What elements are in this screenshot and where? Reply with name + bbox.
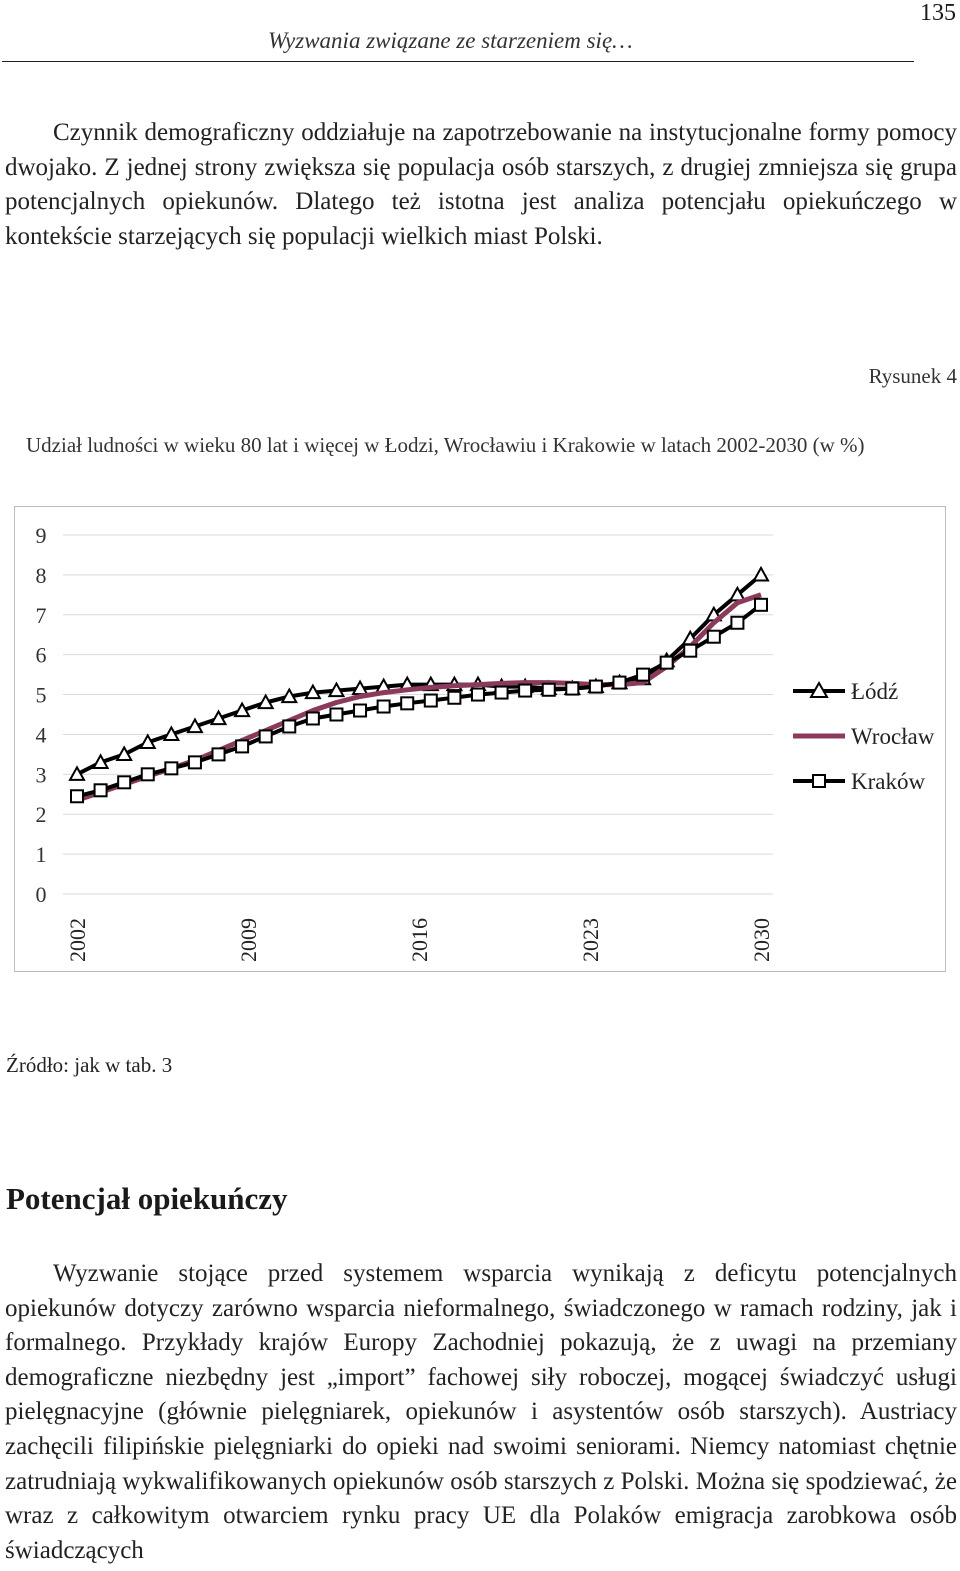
data-point-square	[330, 709, 342, 721]
data-point-square	[189, 756, 201, 768]
data-point-square	[519, 685, 531, 697]
y-tick-label: 6	[35, 642, 47, 668]
paragraph-body: Wyzwanie stojące przed systemem wsparcia wynikają z deficytu potencjalnych opiekunów dotyczy zarówno wsparcia nieformalnego, świadczonego w ramach rodziny, jak i formalnego. Przykłady krajów Europy Zachodniej pokazują, że z uwagi na przemiany demograficzne niezbędny jest „import” fachowej siły roboczej, mogącej świadczyć usługi pielęgnacyjne (głównie pielęgniarek, opiekunów i asystentów osób starszych). Austriacy zachęcili filipińskie pielęgniarki do opieki nad swoimi seniorami. Niemcy natomiast chętnie zatrudniają wykwalifikowanych opiekunów osób starszych z Polski. Można się spodziewać, że wraz z całkowitym otwarciem rynku pracy UE dla Polaków emigracja zarobkowa osób świadczących	[5, 1260, 957, 1564]
line-chart	[15, 507, 945, 971]
y-tick-label: 7	[35, 602, 47, 628]
figure-label: Rysunek 4	[868, 364, 957, 388]
data-point-square	[731, 617, 743, 629]
section-heading: Potencjał opiekuńczy	[6, 1181, 288, 1216]
x-tick-label: 2023	[578, 918, 603, 962]
data-point-square	[755, 599, 767, 611]
data-point-square	[401, 697, 413, 709]
y-tick-label: 3	[35, 762, 47, 788]
data-point-square	[378, 701, 390, 713]
data-point-square	[165, 762, 177, 774]
data-point-square	[708, 631, 720, 643]
legend-label: Łódź	[851, 679, 899, 704]
x-tick-label: 2030	[749, 918, 774, 962]
x-tick-label: 2016	[407, 918, 432, 962]
data-point-triangle	[754, 568, 768, 581]
y-tick-label: 5	[35, 682, 47, 708]
data-point-square	[590, 681, 602, 693]
data-point-square	[283, 720, 295, 732]
paragraph-intro: Czynnik demograficzny oddziałuje na zapotrzebowanie na instytucjonalne formy pomocy dwojako. Z jednej strony zwiększa się populacja osób starszych, z drugiej zmniejsza się grupa potencjalnych opiekunów. Dlatego też istotna jest analiza potencjału opiekuńczego w kontekście starzejących się populacji wielkich miast Polski.	[5, 119, 957, 250]
x-tick-label: 2009	[236, 918, 261, 962]
y-tick-label: 0	[35, 882, 47, 907]
y-tick-label: 1	[35, 842, 47, 868]
data-point-square	[448, 692, 460, 704]
data-point-square	[566, 683, 578, 695]
data-point-square	[354, 705, 366, 717]
legend-label: Kraków	[851, 769, 926, 794]
data-point-square	[213, 748, 225, 760]
y-tick-label: 4	[35, 722, 47, 748]
data-point-square	[118, 776, 130, 788]
x-tick-label: 2002	[65, 918, 90, 962]
y-tick-label: 9	[35, 523, 47, 548]
y-tick-label: 8	[35, 562, 47, 588]
figure-caption: Udział ludności w wieku 80 lat i więcej w Łodzi, Wrocławiu i Krakowie w latach 2002-2030 (w %)	[26, 433, 865, 457]
header-rule	[2, 61, 914, 62]
data-point-square	[260, 730, 272, 742]
data-point-square	[637, 669, 649, 681]
y-tick-label: 2	[35, 802, 47, 828]
chart-frame	[14, 506, 946, 972]
legend-label: Wrocław	[851, 724, 935, 749]
data-point-square	[307, 712, 319, 724]
data-point-square	[661, 657, 673, 669]
data-point-square	[236, 740, 248, 752]
data-point-square	[496, 687, 508, 699]
series-line-2	[77, 605, 761, 797]
running-title: Wyzwania związane ze starzeniem się…	[268, 28, 633, 53]
data-point-square	[142, 768, 154, 780]
data-point-square	[613, 677, 625, 689]
legend-marker-square	[813, 775, 825, 787]
page-number: 135	[920, 0, 956, 26]
data-point-square	[543, 684, 555, 696]
data-point-square	[71, 790, 83, 802]
figure-source: Źródło: jak w tab. 3	[6, 1053, 173, 1077]
data-point-square	[425, 695, 437, 707]
data-point-square	[472, 689, 484, 701]
data-point-square	[95, 784, 107, 796]
data-point-square	[684, 645, 696, 657]
series-line-1	[77, 595, 761, 801]
